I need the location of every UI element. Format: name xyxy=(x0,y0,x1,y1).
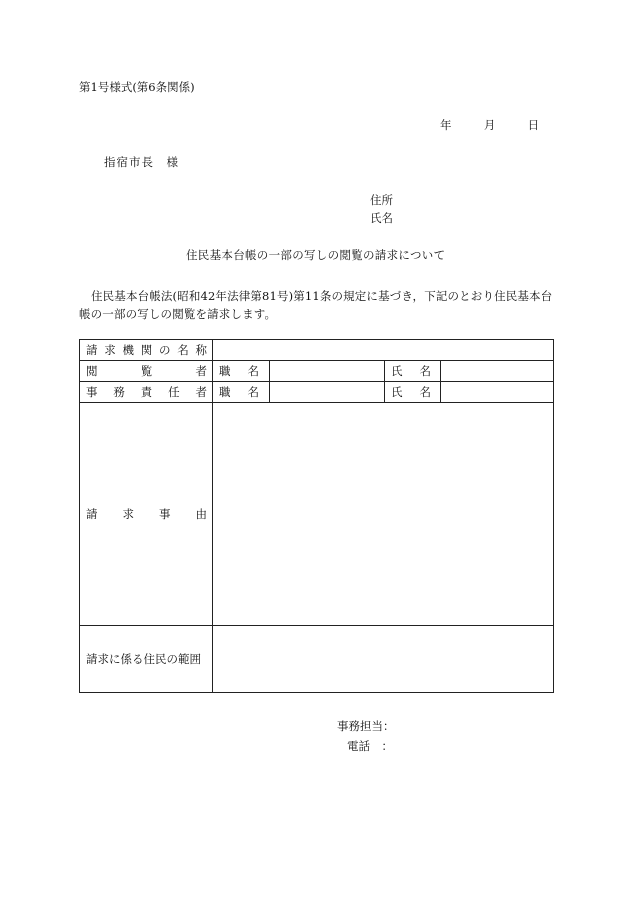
viewer-title-label: 職 名 xyxy=(213,361,270,382)
org-name-field[interactable] xyxy=(213,340,554,361)
reason-field[interactable] xyxy=(213,403,554,626)
viewer-label: 閲 覧 者 xyxy=(80,361,213,382)
viewer-name-label: 氏 名 xyxy=(385,361,441,382)
date-day-label: 日 xyxy=(527,118,540,132)
request-table xyxy=(79,339,554,693)
contact-phone-label: 電話 ： xyxy=(347,739,393,753)
form-number: 第1号様式(第6条関係) xyxy=(79,80,195,94)
officer-row xyxy=(80,382,554,403)
contact-clerk-label: 事務担当： xyxy=(337,719,395,733)
document-title: 住民基本台帳の一部の写しの閲覧の請求について xyxy=(186,248,446,262)
officer-name-label: 氏 名 xyxy=(385,382,441,403)
date-line xyxy=(440,120,539,132)
viewer-row xyxy=(80,361,554,382)
viewer-title-field[interactable] xyxy=(270,361,385,382)
reason-label: 請 求 事 由 xyxy=(80,403,213,626)
officer-label: 事 務 責 任 者 xyxy=(80,382,213,403)
date-year-label: 年 xyxy=(440,118,452,132)
officer-title-label: 職 名 xyxy=(213,382,270,403)
addressee: 指宿市長 様 xyxy=(104,155,179,169)
applicant-address-label: 住所 xyxy=(370,193,393,207)
org-name-row xyxy=(80,340,554,361)
officer-title-field[interactable] xyxy=(270,382,385,403)
reason-row xyxy=(80,403,554,626)
scope-row xyxy=(80,626,554,693)
request-body-text: 住民基本台帳法(昭和42年法律第81号)第11条の規定に基づき，下記のとおり住民基本台帳の一部の写しの閲覧を請求します。 xyxy=(79,289,553,321)
date-month-label: 月 xyxy=(483,118,496,132)
officer-name-field[interactable] xyxy=(441,382,554,403)
org-name-label: 請 求 機 関 の 名 称 xyxy=(80,340,213,361)
viewer-name-field[interactable] xyxy=(441,361,554,382)
scope-field[interactable] xyxy=(213,626,554,693)
scope-label: 請求に係る住民の範囲 xyxy=(80,626,213,693)
applicant-name-label: 氏名 xyxy=(370,211,393,225)
